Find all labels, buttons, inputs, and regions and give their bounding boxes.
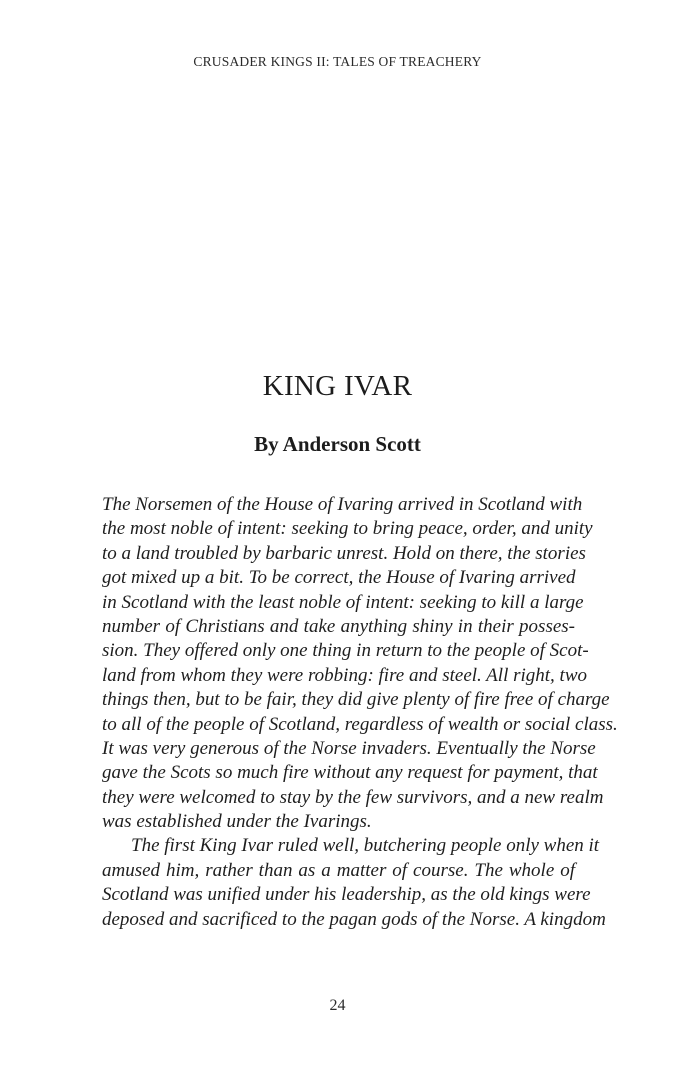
text-line: gave the Scots so much fire without any request for payment, that [102,762,598,784]
text-line: number of Christians and take anything shiny in their posses- [102,615,575,637]
text-line: The Norsemen of the House of Ivaring arrived in Scotland with [102,494,583,515]
text-line: they were welcomed to stay by the few survivors, and a new realm [102,786,604,808]
text-line: It was very generous of the Norse invaders. Eventually the Norse [102,737,596,759]
author-byline: By Anderson Scott [254,432,421,456]
paragraph-2 [102,834,606,932]
text-line: amused him, rather than as a matter of course. The whole of [102,859,575,881]
text-line: sion. They offered only one thing in return to the people of Scot- [102,640,589,662]
story-body [102,493,618,932]
text-line: land from whom they were robbing: fire and steel. All right, two [102,664,588,686]
text-line: in Scotland with the least noble of intent: seeking to kill a large [102,591,584,613]
paragraph-1 [102,493,618,834]
text-line: was established under the Ivarings. [102,811,372,833]
chapter-title: KING IVAR [262,370,413,402]
text-line: The first King Ivar ruled well, butchering people only when it [131,835,600,857]
text-line: to all of the people of Scotland, regardless of wealth or social class. [102,713,618,735]
page-number: 24 [329,997,346,1014]
text-line: Scotland was unified under his leadership, as the old kings were [102,884,591,906]
running-header: CRUSADER KINGS II: TALES OF TREACHERY [193,54,482,69]
text-line: things then, but to be fair, they did give plenty of fire free of charge [102,689,610,711]
text-line: to a land troubled by barbaric unrest. Hold on there, the stories [102,542,586,564]
text-line: got mixed up a bit. To be correct, the House of Ivaring arrived [102,567,576,589]
text-line: deposed and sacrificed to the pagan gods of the Norse. A kingdom [102,908,606,930]
text-line: the most noble of intent: seeking to bring peace, order, and unity [102,518,593,540]
